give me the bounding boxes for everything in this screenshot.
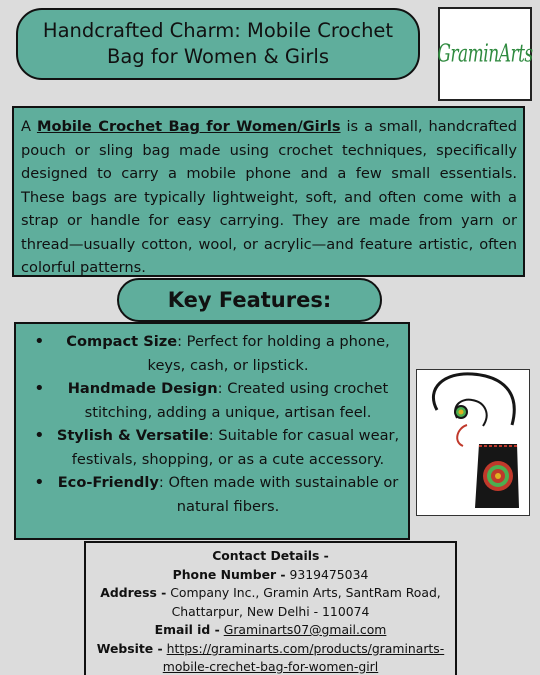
bullet-icon: • bbox=[34, 378, 45, 399]
feature-description: : Often made with sustainable or natural fibers. bbox=[158, 474, 399, 515]
description-panel bbox=[12, 106, 525, 277]
feature-text bbox=[56, 471, 400, 518]
bullet-icon: • bbox=[34, 331, 45, 352]
feature-description: : Suitable for casual wear, festivals, shopping, or as a cute accessory. bbox=[71, 427, 400, 468]
brand-logo bbox=[438, 7, 532, 101]
feature-name: Eco-Friendly bbox=[57, 474, 159, 491]
product-photo bbox=[416, 369, 530, 516]
list-item bbox=[30, 330, 400, 377]
email-row bbox=[86, 621, 455, 640]
logo-text: GraminArts bbox=[437, 39, 533, 69]
key-features-heading: Key Features: bbox=[167, 288, 332, 312]
phone-row bbox=[86, 566, 455, 585]
website-row-2 bbox=[86, 658, 455, 675]
feature-description: : Perfect for holding a phone, keys, cash, or lipstick. bbox=[147, 333, 390, 374]
title-line-1: Handcrafted Charm: Mobile Crochet bbox=[42, 18, 394, 42]
website-link-line-1[interactable]: https://graminarts.com/products/graminarts- bbox=[166, 640, 445, 656]
description-highlight: Mobile Crochet Bag for Women/Girls bbox=[36, 118, 341, 135]
key-features-heading-pill bbox=[117, 278, 382, 322]
address-line-2: Chattarpur, New Delhi - 110074 bbox=[171, 603, 370, 619]
feature-text bbox=[56, 377, 400, 424]
feature-name: Handmade Design bbox=[67, 380, 218, 397]
key-features-list bbox=[14, 322, 410, 540]
crochet-bag-photo-icon bbox=[417, 370, 528, 514]
list-item bbox=[30, 377, 400, 424]
title-line-2: Bag for Women & Girls bbox=[106, 45, 330, 68]
website-label: Website - bbox=[96, 640, 163, 656]
feature-description: : Created using crochet stitching, adding a unique, artisan feel. bbox=[84, 380, 389, 421]
feature-name: Compact Size bbox=[66, 333, 178, 350]
bullet-icon: • bbox=[34, 425, 45, 446]
description-lead: A bbox=[21, 118, 37, 135]
phone-label: Phone Number - bbox=[172, 566, 286, 582]
address-row bbox=[86, 584, 455, 603]
feature-text bbox=[56, 330, 400, 377]
phone-value: 9319475034 bbox=[285, 566, 369, 582]
bullet-icon: • bbox=[34, 472, 45, 493]
address-line-1: Company Inc., Gramin Arts, SantRam Road, bbox=[166, 585, 441, 600]
list-item bbox=[30, 471, 400, 518]
title-banner bbox=[16, 8, 420, 80]
page-title bbox=[43, 18, 393, 71]
description-body: is a small, handcrafted pouch or sling bag made using crochet techniques, specifically designed to carry a mobile phone and a few small essentials. These bags are typically lightweight, soft, and often come with a strap or handle for easy carrying. They are made from yarn or thread—usually cotton, wool, or acrylic—and feature artistic, often colorful patterns. bbox=[21, 118, 517, 276]
contact-heading bbox=[86, 547, 455, 566]
email-link[interactable]: Graminarts07@gmail.com bbox=[223, 622, 387, 637]
contact-heading-text: Contact Details - bbox=[212, 548, 329, 563]
website-link-line-2[interactable]: mobile-crechet-bag-for-women-girl bbox=[162, 659, 379, 674]
website-row bbox=[86, 640, 455, 659]
list-item bbox=[30, 424, 400, 471]
feature-name: Stylish & Versatile bbox=[56, 427, 209, 444]
address-label: Address - bbox=[100, 585, 167, 600]
contact-details bbox=[84, 541, 457, 675]
feature-text bbox=[56, 424, 400, 471]
email-label: Email id - bbox=[154, 622, 220, 637]
